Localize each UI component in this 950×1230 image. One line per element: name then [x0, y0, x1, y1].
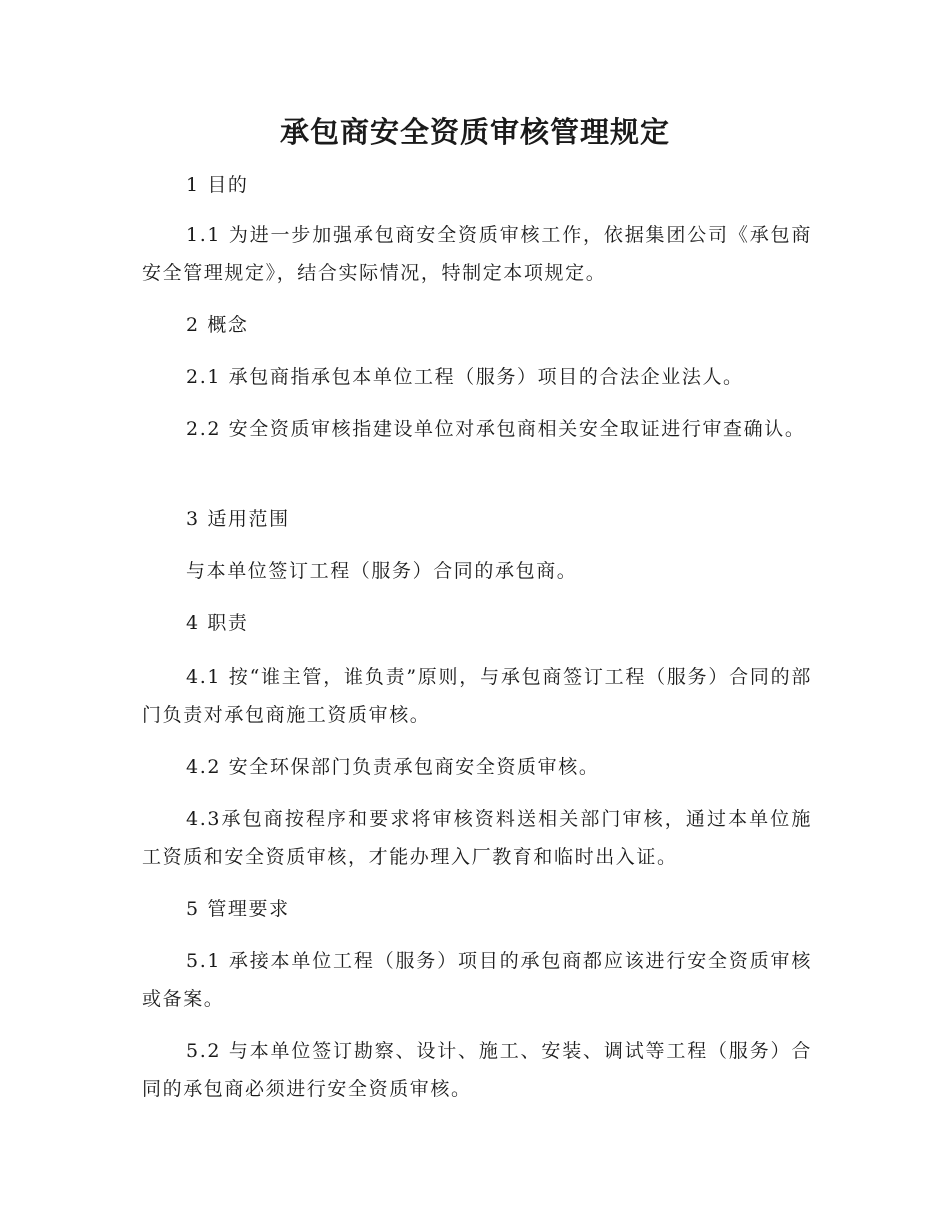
paragraph-1-1: 1.1 为进一步加强承包商安全资质审核工作，依据集团公司《承包商安全管理规定》，结合实际情况，特制定本项规定。 — [142, 224, 812, 284]
section-heading-scope: 3 适用范围 — [186, 508, 290, 530]
paragraph-2-1: 2.1 承包商指承包本单位工程（服务）项目的合法企业法人。 — [186, 366, 744, 388]
section-heading-duties: 4 职责 — [186, 612, 249, 634]
paragraph-2-2: 2.2 安全资质审核指建设单位对承包商相关安全取证进行审查确认。 — [186, 418, 806, 440]
paragraph-4-1: 4.1 按“谁主管，谁负责”原则，与承包商签订工程（服务）合同的部门负责对承包商施工资质审核。 — [142, 666, 812, 726]
document-title: 承包商安全资质审核管理规定 — [279, 115, 670, 149]
paragraph-4-3: 4.3承包商按程序和要求将审核资料送相关部门审核，通过本单位施工资质和安全资质审核，才能办理入厂教育和临时出入证。 — [142, 808, 812, 868]
section-heading-concept: 2 概念 — [186, 314, 249, 336]
section-heading-management: 5 管理要求 — [186, 898, 290, 920]
section-heading-purpose: 1 目的 — [186, 174, 249, 196]
paragraph-scope: 与本单位签订工程（服务）合同的承包商。 — [186, 560, 578, 582]
paragraph-5-2: 5.2 与本单位签订勘察、设计、施工、安装、调试等工程（服务）合同的承包商必须进行安全资质审核。 — [142, 1040, 812, 1100]
paragraph-4-2: 4.2 安全环保部门负责承包商安全资质审核。 — [186, 756, 600, 778]
paragraph-5-1: 5.1 承接本单位工程（服务）项目的承包商都应该进行安全资质审核或备案。 — [142, 950, 812, 1010]
